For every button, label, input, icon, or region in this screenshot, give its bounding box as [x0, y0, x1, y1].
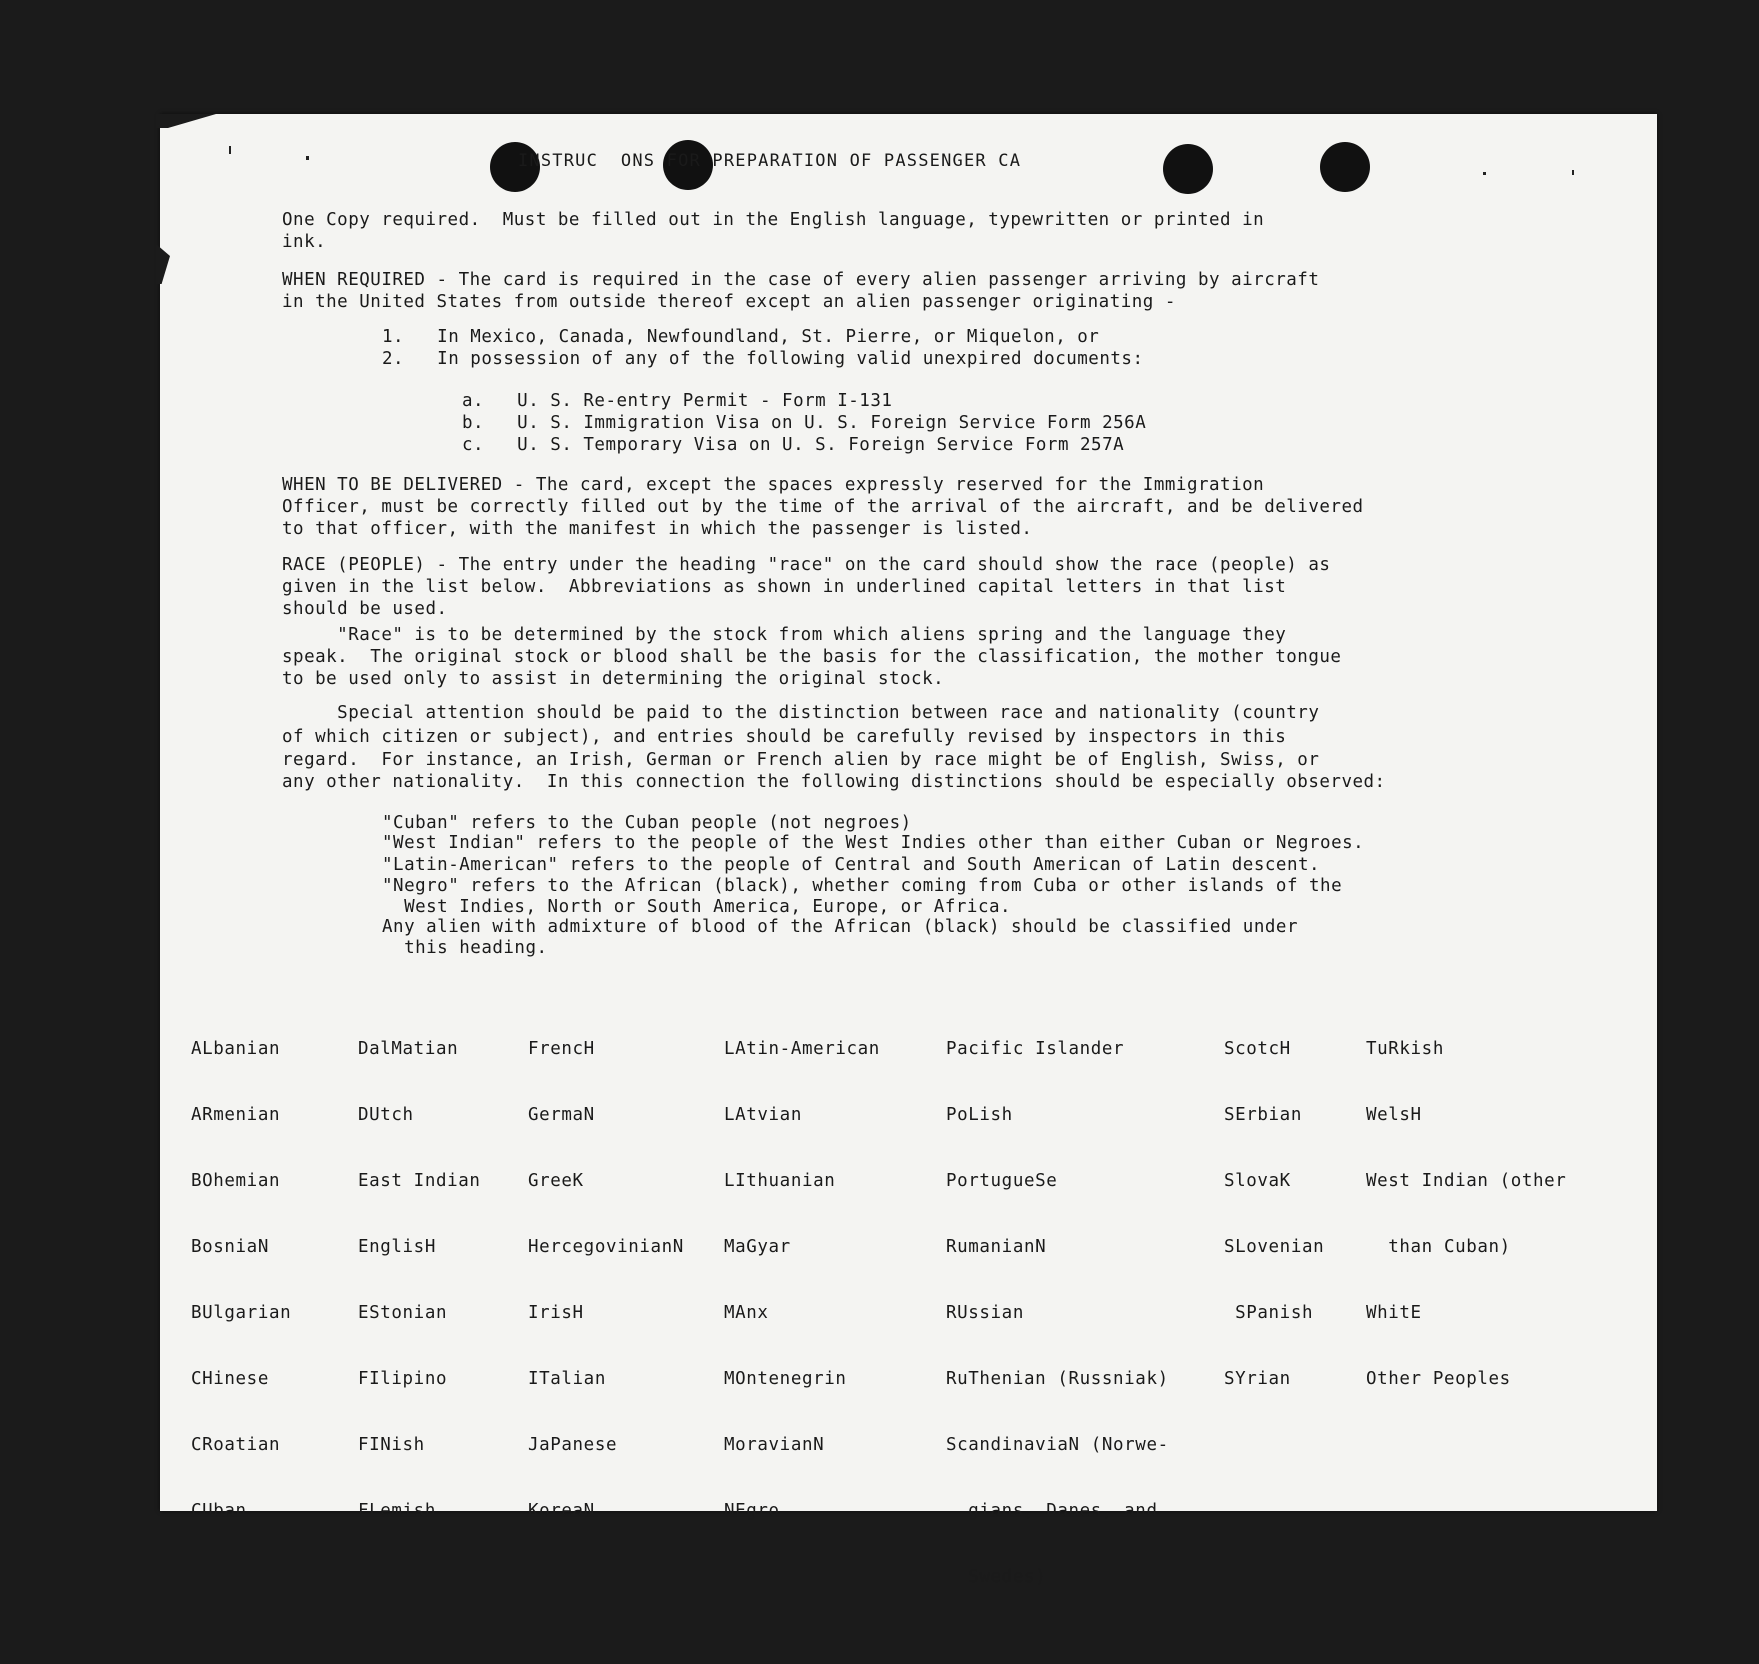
- when-required-line-2: in the United States from outside thereof except an alien passenger originating -: [282, 292, 1176, 312]
- race-entry: BUlgarian: [191, 1303, 292, 1323]
- race-column-4: [724, 994, 880, 1566]
- race-entry: DUtch: [358, 1105, 414, 1125]
- race-column-6: [1224, 994, 1324, 1434]
- race-entry: WhitE: [1366, 1303, 1422, 1323]
- race-entry: SYrian: [1224, 1369, 1291, 1389]
- race-entry: BosniaN: [191, 1237, 269, 1257]
- race-column-5: [946, 994, 1169, 1632]
- race-entry: WelsH: [1366, 1105, 1422, 1125]
- race-entry: CUban: [191, 1501, 247, 1521]
- distinction-cuban: "Cuban" refers to the Cuban people (not negroes): [382, 813, 912, 833]
- race-entry: West Indian (other: [1366, 1171, 1567, 1191]
- punch-hole: [1163, 144, 1213, 194]
- race-entry: CRoatian: [191, 1435, 281, 1455]
- race-entry: PortugueSe: [946, 1171, 1058, 1191]
- document-title: INSTRUC ONS FOR PREPARATION OF PASSENGER CA: [518, 151, 1022, 171]
- race-people-line-2: given in the list below. Abbreviations as shown in underlined capital letters in that list: [282, 577, 1287, 597]
- when-required-line-1: WHEN REQUIRED - The card is required in the case of every alien passenger arriving by aircraft: [282, 270, 1320, 290]
- race-entry: NEgro: [724, 1501, 780, 1521]
- race-entry: RUssian: [946, 1303, 1024, 1323]
- race-entry: HercegovinianN: [528, 1237, 684, 1257]
- race-entry: than Cuban): [1366, 1237, 1511, 1257]
- race-entry: LAtvian: [724, 1105, 802, 1125]
- race-entry: Other Peoples: [1366, 1369, 1511, 1389]
- race-entry: JaPanese: [528, 1435, 618, 1455]
- race-column-1: [191, 994, 291, 1566]
- race-entry: MaGyar: [724, 1237, 791, 1257]
- special-attention-line-3: regard. For instance, an Irish, German or French alien by race might be of English, Swiss, or: [282, 750, 1320, 770]
- distinction-west-indian: "West Indian" refers to the people of the West Indies other than either Cuban or Negroes.: [382, 833, 1365, 853]
- race-entry: SPanish: [1224, 1303, 1314, 1323]
- race-column-7: [1366, 994, 1566, 1434]
- distinction-negro-cont: West Indies, North or South America, Europe, or Africa.: [382, 897, 1012, 917]
- race-entry: IrisH: [528, 1303, 584, 1323]
- document-item-a: a. U. S. Re-entry Permit - Form I-131: [462, 391, 893, 411]
- punch-hole: [1320, 142, 1370, 192]
- intro-line-2: ink.: [282, 232, 327, 252]
- race-definition-line-3: to be used only to assist in determining the original stock.: [282, 669, 945, 689]
- race-entry: ITalian: [528, 1369, 606, 1389]
- race-entry: BOhemian: [191, 1171, 281, 1191]
- race-entry: FIlipino: [358, 1369, 448, 1389]
- race-entry: TuRkish: [1366, 1039, 1444, 1059]
- race-entry: MoravianN: [724, 1435, 825, 1455]
- document-page: [160, 114, 1657, 1587]
- race-entry: DalMatian: [358, 1039, 459, 1059]
- race-entry: FrencH: [528, 1039, 595, 1059]
- race-entry: MOntenegrin: [724, 1369, 847, 1389]
- race-entry: LAtin-American: [724, 1039, 880, 1059]
- numbered-item-2: 2. In possession of any of the following valid unexpired documents:: [382, 349, 1144, 369]
- numbered-item-1: 1. In Mexico, Canada, Newfoundland, St. Pierre, or Miquelon, or: [382, 327, 1100, 347]
- race-entry: FLemish: [358, 1501, 436, 1521]
- race-entry: ScotcH: [1224, 1039, 1291, 1059]
- race-entry: KoreaN: [528, 1501, 595, 1521]
- race-definition-line-1: "Race" is to be determined by the stock from which aliens spring and the language they: [282, 625, 1287, 645]
- when-delivered-line-2: Officer, must be correctly filled out by the time of the arrival of the aircraft, and be delivered: [282, 497, 1364, 517]
- race-entry: MAnx: [724, 1303, 769, 1323]
- race-entry: ScandinaviaN (Norwe-: [946, 1435, 1169, 1455]
- distinction-latin-american: "Latin-American" refers to the people of Central and South American of Latin descent.: [382, 855, 1321, 875]
- race-entry: EnglisH: [358, 1237, 436, 1257]
- race-entry: RuThenian (Russniak): [946, 1369, 1169, 1389]
- distinction-admixture: Any alien with admixture of blood of the African (black) should be classified under: [382, 917, 1298, 937]
- race-entry: ALbanian: [191, 1039, 281, 1059]
- race-entry: Swedes): [946, 1567, 1047, 1587]
- race-entry: LIthuanian: [724, 1171, 836, 1191]
- race-entry: SLovenian: [1224, 1237, 1325, 1257]
- race-people-line-3: should be used.: [282, 599, 448, 619]
- special-attention-line-2: of which citizen or subject), and entries should be carefully revised by inspectors in this: [282, 727, 1287, 747]
- race-column-3: [528, 994, 684, 1566]
- when-delivered-line-1: WHEN TO BE DELIVERED - The card, except the spaces expressly reserved for the Immigration: [282, 475, 1265, 495]
- race-entry: GreeK: [528, 1171, 584, 1191]
- race-definition-line-2: speak. The original stock or blood shall be the basis for the classification, the mother tongue: [282, 647, 1342, 667]
- race-column-2: [358, 994, 481, 1566]
- race-entry: SErbian: [1224, 1105, 1302, 1125]
- race-entry: ARmenian: [191, 1105, 281, 1125]
- document-item-b: b. U. S. Immigration Visa on U. S. Foreign Service Form 256A: [462, 413, 1147, 433]
- race-entry: PoLish: [946, 1105, 1013, 1125]
- race-entry: East Indian: [358, 1171, 481, 1191]
- race-entry: gians, Danes, and: [946, 1501, 1158, 1521]
- special-attention-line-1: Special attention should be paid to the distinction between race and nationality (country: [282, 703, 1320, 723]
- distinction-admixture-cont: this heading.: [382, 938, 548, 958]
- intro-line-1: One Copy required. Must be filled out in the English language, typewritten or printed in: [282, 210, 1265, 230]
- race-entry: FINish: [358, 1435, 425, 1455]
- race-entry: SlovaK: [1224, 1171, 1291, 1191]
- distinction-negro: "Negro" refers to the African (black), whether coming from Cuba or other islands of the: [382, 876, 1343, 896]
- race-entry: GermaN: [528, 1105, 595, 1125]
- race-entry: RumanianN: [946, 1237, 1047, 1257]
- race-people-line-1: RACE (PEOPLE) - The entry under the heading "race" on the card should show the race (people) as: [282, 555, 1331, 575]
- special-attention-line-4: any other nationality. In this connection the following distinctions should be especially observed:: [282, 772, 1386, 792]
- document-item-c: c. U. S. Temporary Visa on U. S. Foreign Service Form 257A: [462, 435, 1125, 455]
- race-entry: Pacific Islander: [946, 1039, 1125, 1059]
- race-entry: EStonian: [358, 1303, 448, 1323]
- race-entry: CHinese: [191, 1369, 269, 1389]
- when-delivered-line-3: to that officer, with the manifest in which the passenger is listed.: [282, 519, 1033, 539]
